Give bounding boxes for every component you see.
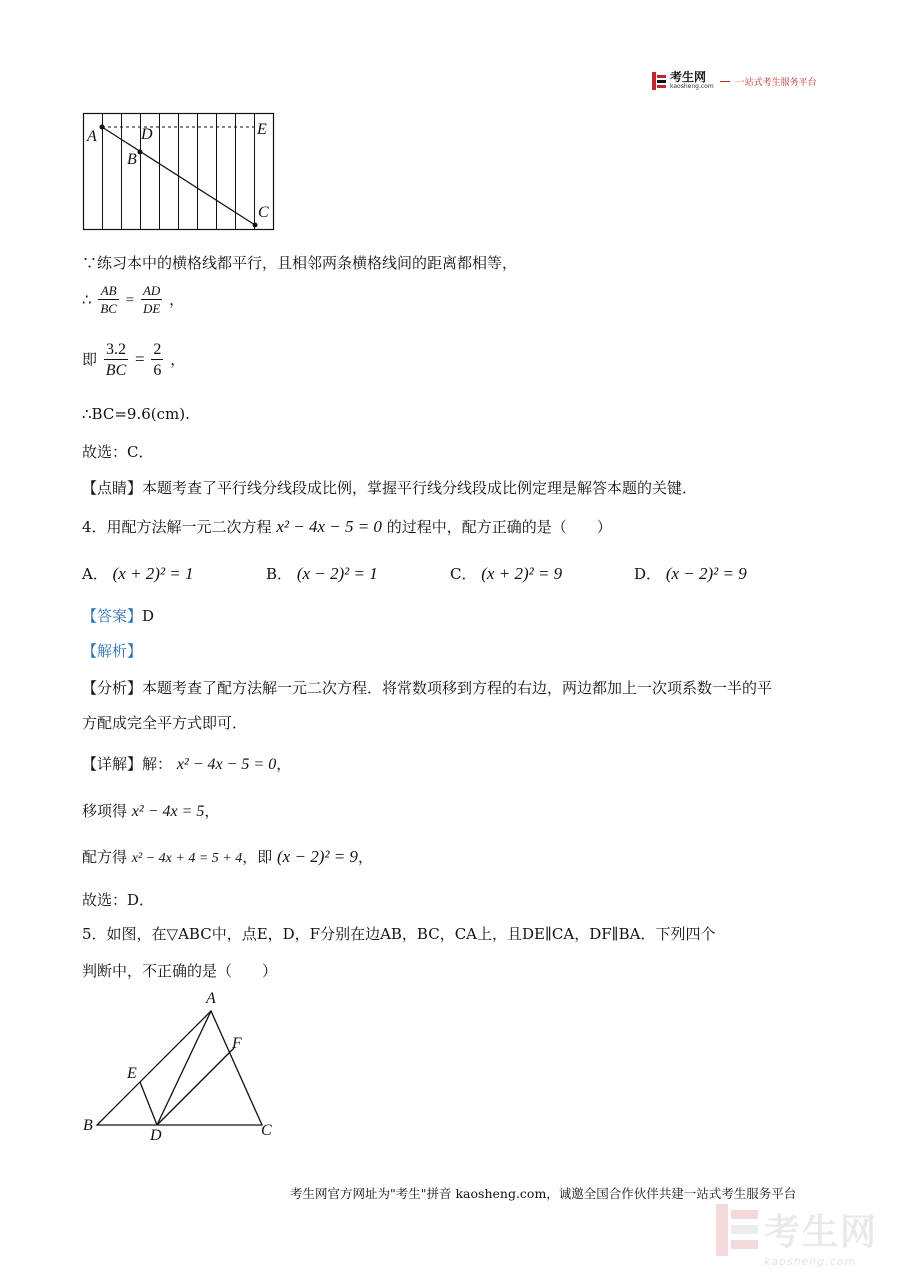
comment-tag: 【点睛】 [82, 479, 143, 497]
fig2-label-D: D [150, 1127, 162, 1144]
because-line: ∵练习本中的横格线都平行，且相邻两条横格线间的距离都相等， [82, 254, 518, 272]
frac2-num: AD [142, 283, 161, 298]
figure-grid-lines [80, 110, 280, 235]
detail-equation-1: x² − 4x − 5 = 0 [176, 756, 277, 773]
therefore-ratio-line [82, 283, 184, 318]
frac1-den: BC [100, 301, 117, 316]
q4-stem-prefix: 4．用配方法解一元二次方程 [82, 518, 272, 536]
q4-stem [82, 516, 612, 537]
detail-tag: 【详解】 [82, 755, 143, 773]
detail-prefix: 解： [142, 755, 173, 773]
fig1-label-A: A [87, 128, 97, 145]
equals-sign-2: = [135, 349, 145, 369]
brand-url: kaosheng.com [670, 83, 714, 90]
header-slogan: 一站式考生服务平台 [735, 77, 817, 88]
q4-answer-line [82, 605, 154, 626]
comment-line [82, 477, 697, 498]
q4-detail-line-2: 移项得 x² − 4x = 5， [82, 802, 220, 820]
detail-prefix-2: 移项得 [82, 802, 128, 820]
choose-d-line: 故选：D． [82, 891, 155, 909]
option-label: C． [450, 565, 477, 583]
fig1-label-D: D [141, 126, 153, 143]
detail-mid: ，即 [242, 848, 273, 866]
detail-equation-4: (x − 2)² = 9 [277, 847, 358, 866]
q4-stem-suffix: 的过程中，配方正确的是（ ） [386, 518, 612, 536]
segment-DF [157, 1048, 234, 1125]
fraction-2-6 [151, 340, 163, 381]
detail-prefix-3: 配方得 [82, 848, 128, 866]
q4-option-a [82, 563, 194, 584]
q4-detail-line-3: 配方得 x² − 4x + 4 = 5 + 4，即 (x − 2)² = 9， [82, 847, 373, 866]
option-expr: (x + 2)² = 1 [112, 564, 194, 583]
therefore-symbol: ∴ [82, 290, 92, 309]
fenxi-tag: 【分析】 [82, 679, 143, 697]
triangle-abc [97, 1011, 262, 1125]
fig2-label-B: B [83, 1117, 93, 1134]
comma: ， [169, 290, 185, 309]
option-label: B． [266, 565, 293, 583]
frac2-den: DE [142, 301, 161, 316]
q4-option-d [634, 563, 747, 584]
fenxi-text-1: 本题考查了配方法解一元二次方程．将常数项移到方程的右边，两边都加上一次项系数一半的平 [142, 679, 773, 697]
fig1-label-C: C [258, 204, 269, 221]
frac4-den: 6 [153, 362, 162, 379]
ji-ratio-line [82, 340, 185, 381]
fig1-label-B: B [127, 151, 137, 168]
fig2-label-E: E [127, 1065, 137, 1082]
q4-analysis-tag: 【解析】 [82, 642, 143, 660]
q4-detail-line-1: 【详解】解： x² − 4x − 5 = 0， [82, 755, 292, 773]
fig2-label-C: C [261, 1122, 272, 1139]
q5-stem-line-2: 判断中，不正确的是（ ） [82, 962, 278, 980]
comment-text: 本题考查了平行线分线段成比例，掌握平行线分线段成比例定理是解答本题的关键． [142, 479, 698, 497]
result-line: ∴BC=9.6(cm). [82, 405, 190, 423]
q4-option-c [450, 563, 562, 584]
watermark [716, 1204, 878, 1268]
ji-word: 即 [82, 350, 98, 369]
kaosheng-logo-icon [652, 72, 666, 90]
q4-fenxi-line-1 [82, 677, 772, 698]
answer-tag: 【答案】 [82, 607, 143, 625]
frac4-num: 2 [153, 341, 162, 358]
q4-stem-equation: x² − 4x − 5 = 0 [276, 517, 382, 536]
q5-stem-line-1: 5．如图，在▽ABC中，点E，D，F分别在边AB，BC，CA上，且DE∥CA，DF∥BA．下列四个 [82, 925, 716, 943]
option-expr: (x + 2)² = 9 [481, 564, 563, 583]
fig2-label-F: F [232, 1035, 242, 1052]
point-C [253, 223, 258, 228]
watermark-url: kaosheng.com [764, 1255, 857, 1268]
option-expr: (x − 2)² = 1 [296, 564, 378, 583]
fraction-ab-bc [98, 283, 119, 318]
q4-fenxi-line-2: 方配成完全平方式即可． [82, 714, 248, 732]
fraction-32-bc [104, 340, 128, 381]
point-A [100, 125, 105, 130]
comma-2: ， [170, 350, 186, 369]
header-logo [652, 72, 817, 90]
detail-equation-2: x² − 4x = 5 [131, 803, 205, 820]
header-dash [720, 81, 730, 82]
option-label: D． [634, 565, 662, 583]
watermark-name: 考生网 [764, 1212, 879, 1253]
fraction-ad-de [141, 283, 162, 318]
option-label: A． [82, 565, 108, 583]
answer-value: D [142, 607, 155, 625]
frac3-num: 3.2 [104, 340, 128, 360]
point-B [138, 150, 143, 155]
segment-DE [140, 1082, 157, 1125]
brand-name: 考生网 [670, 70, 707, 84]
option-expr: (x − 2)² = 9 [665, 564, 747, 583]
watermark-logo-icon [716, 1204, 758, 1256]
segment-AD [157, 1011, 211, 1125]
footer-text: 考生网官方网址为"考生"拼音 kaosheng.com，诚邀全国合作伙伴共建一站式考生服务平台 [290, 1186, 797, 1201]
detail-equation-3: x² − 4x + 4 = 5 + 4 [131, 851, 243, 866]
fig2-label-A: A [206, 990, 216, 1007]
fig1-label-E: E [257, 121, 267, 138]
equals-sign: = [125, 292, 135, 309]
q4-option-b [266, 563, 378, 584]
choose-c-line: 故选：C． [82, 443, 154, 461]
frac1-num: AB [98, 283, 119, 300]
frac3-den: BC [105, 362, 127, 379]
